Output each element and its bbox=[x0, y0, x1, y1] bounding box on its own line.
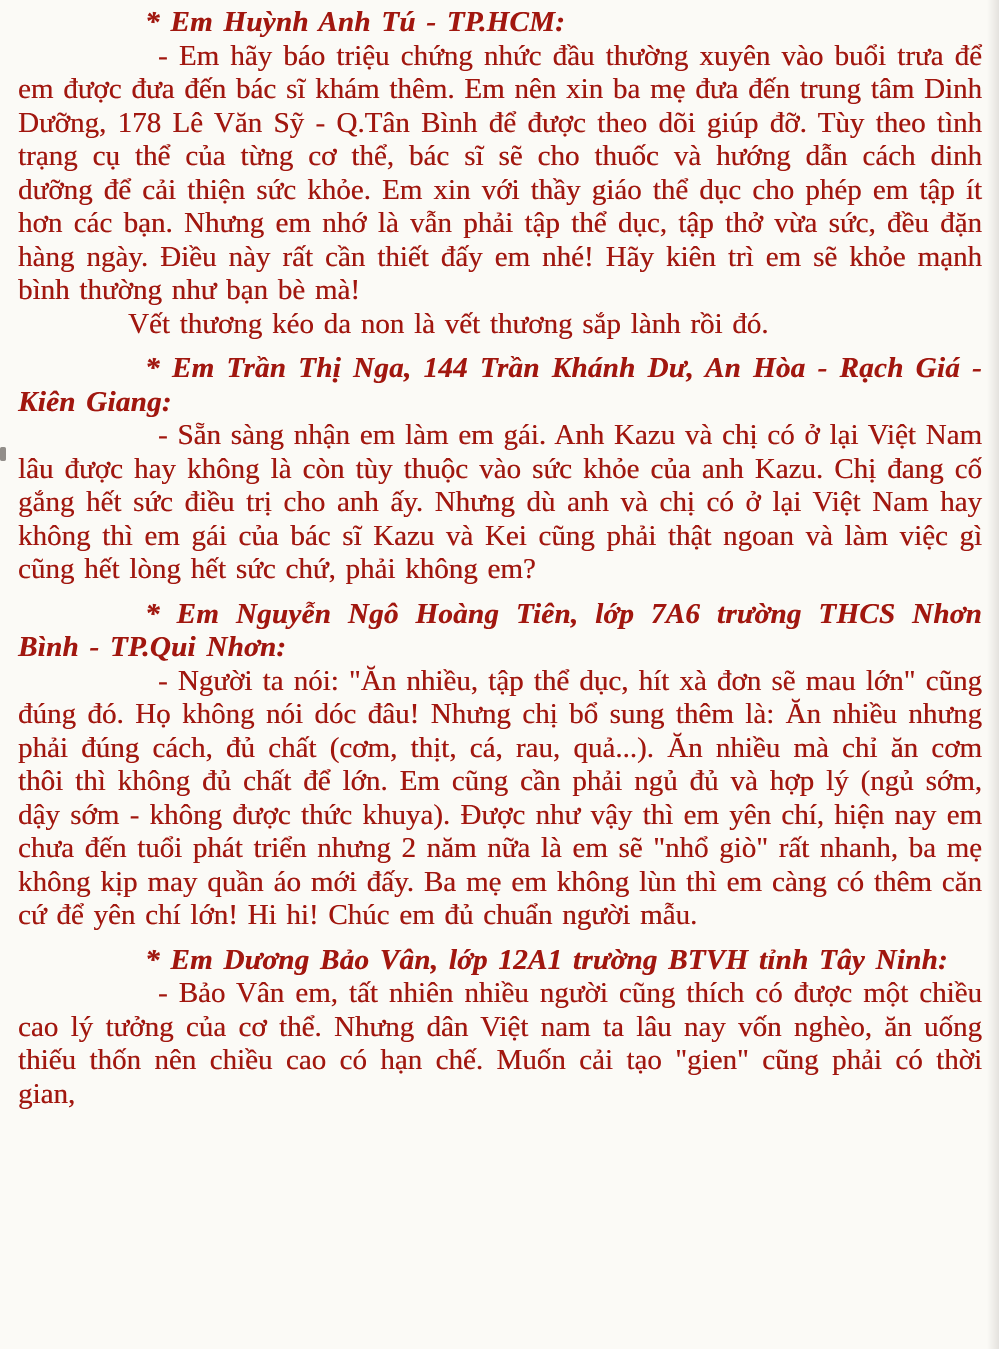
scan-edge-smudge bbox=[0, 447, 6, 461]
reply-paragraph: - Người ta nói: "Ăn nhiều, tập thể dục, hít xà đơn sẽ mau lớn" cũng đúng đó. Họ không nói dóc đâu! Nhưng chị bổ sung thêm là: Ăn nhiều nhưng phải đúng cách, đủ chất (cơm, thịt, cá, rau, quả...). Ăn nhiều mà chỉ ăn cơm thôi thì không đủ chất để lớn. Em cũng cần phải ngủ đủ và hợp lý (ngủ sớm, dậy sớm - không được thức khuya). Được như vậy thì em yên chí, hiện nay em chưa đến tuổi phát triển nhưng 2 năm nữa là em sẽ "nhổ giò" rất nhanh, ba mẹ không kịp may quần áo mới đấy. Ba mẹ em không lùn thì em càng có thêm căn cứ để yên chí lớn! Hi hi! Chúc em đủ chuẩn người mẫu. bbox=[18, 664, 982, 931]
reply-paragraph: - Sẵn sàng nhận em làm em gái. Anh Kazu và chị có ở lại Việt Nam lâu được hay không là còn tùy thuộc vào sức khỏe của anh Kazu. Chị đang cố gắng hết sức điều trị cho anh ấy. Nhưng dù anh và chị có ở lại Việt Nam hay không thì em gái của bác sĩ Kazu và Kei cũng phải thật ngoan và làm việc gì cũng hết lòng hết sức chứ, phải không em? bbox=[18, 419, 982, 585]
reader-address-header: * Em Huỳnh Anh Tú - TP.HCM: bbox=[145, 6, 566, 38]
qa-section-duong-bao-van bbox=[18, 944, 982, 1112]
reader-address-header: * Em Trần Thị Nga, 144 Trần Khánh Dư, An Hòa - Rạch Giá - Kiên Giang: bbox=[18, 352, 982, 418]
reader-address-header: * Em Dương Bảo Vân, lớp 12A1 trường BTVH tỉnh Tây Ninh: bbox=[145, 943, 948, 976]
qa-section-huynh-anh-tu bbox=[18, 6, 982, 341]
reply-paragraph: - Em hãy báo triệu chứng nhức đầu thường xuyên vào buổi trưa để em được đưa đến bác sĩ khám thêm. Em nên xin ba mẹ đưa đến trung tâm Dinh Dưỡng, 178 Lê Văn Sỹ - Q.Tân Bình để được theo dõi giúp đỡ. Tùy theo tình trạng cụ thể của từng cơ thể, bác sĩ sẽ cho thuốc và hướng dẫn cách dinh dưỡng để cải thiện sức khỏe. Em xin với thầy giáo thể dục cho phép em tập ít hơn các bạn. Nhưng em nhớ là vẫn phải tập thể dục, tập thở vừa sức, đều đặn hàng ngày. Điều này rất cần thiết đấy em nhé! Hãy kiên trì em sẽ khỏe mạnh bình thường như bạn bè mà! bbox=[18, 39, 982, 306]
reader-address-header: * Em Nguyễn Ngô Hoàng Tiên, lớp 7A6 trường THCS Nhơn Bình - TP.Qui Nhơn: bbox=[18, 597, 982, 663]
qa-section-tran-thi-nga bbox=[18, 352, 982, 587]
qa-section-nguyen-ngo-hoang-tien bbox=[18, 598, 982, 933]
reply-paragraph: - Bảo Vân em, tất nhiên nhiều người cũng thích có được một chiều cao lý tưởng của cơ thể. Nhưng dân Việt nam ta lâu nay vốn nghèo, ăn uống thiếu thốn nên chiều cao có hạn chế. Muốn cải tạo "gien" cũng phải có thời gian, bbox=[18, 977, 982, 1110]
reply-paragraph: Vết thương kéo da non là vết thương sắp lành rồi đó. bbox=[128, 307, 769, 340]
